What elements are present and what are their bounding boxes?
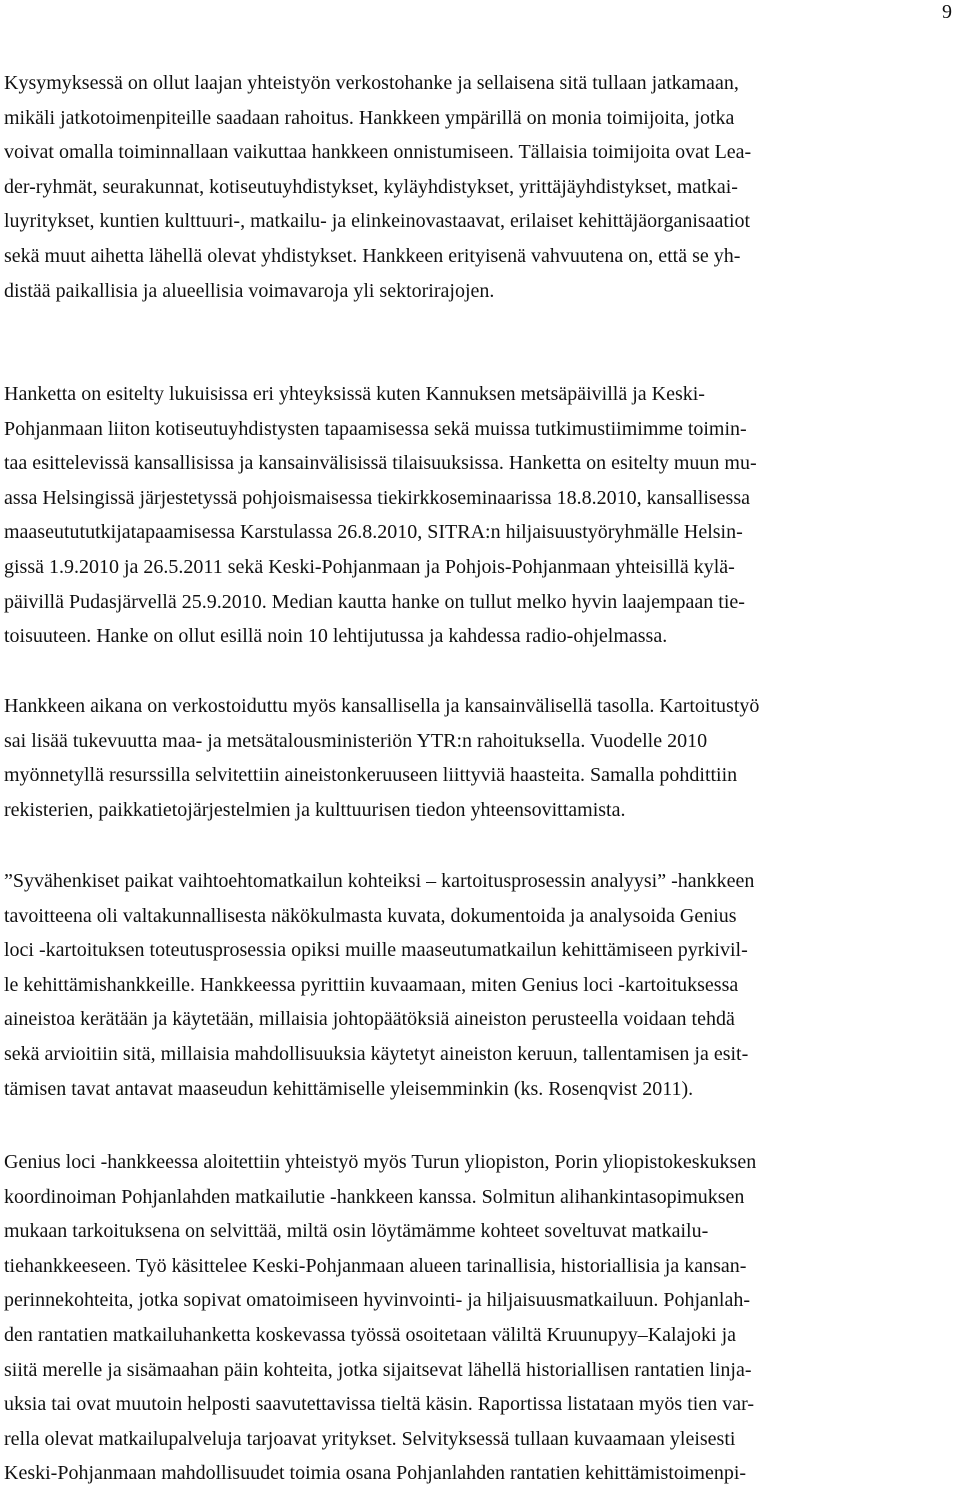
text-line: tiehankkeeseen. Työ käsittelee Keski-Pohjanmaan alueen tarinallisia, historiallisia ja kansan- [4,1254,747,1277]
text-line: distää paikallisia ja alueellisia voimavaroja yli sektorirajojen. [4,279,495,302]
text-line: luyritykset, kuntien kulttuuri-, matkailu- ja elinkeinovastaavat, erilaiset kehittäjäorganisaatiot [4,210,751,233]
text-line: maaseutututkijatapaamisessa Karstulassa 26.8.2010, SITRA:n hiljaisuustyöryhmälle Helsin- [4,521,743,544]
text-line: tavoitteena oli valtakunnallisesta näkökulmasta kuvata, dokumentoida ja analysoida Genius [4,904,737,927]
text-line: mikäli jatkotoimenpiteille saadaan rahoitus. Hankkeen ympärillä on monia toimijoita, jotka [4,106,735,129]
text-line: sekä arvioitiin sitä, millaisia mahdollisuuksia käytetyt aineiston keruun, tallentamisen ja esit- [4,1042,749,1065]
paragraph-3 [4,689,759,827]
text-line: Hankkeen aikana on verkostoiduttu myös kansallisella ja kansainvälisellä tasolla. Kartoitustyö [4,695,760,717]
text-line: rella olevat matkailupalveluja tarjoavat yritykset. Selvityksessä tullaan kuvaamaan yleisesti [4,1427,736,1450]
text-line: assa Helsingissä järjestetyssä pohjoismaisessa tiekirkkoseminaarissa 18.8.2010, kansallisessa [4,486,750,509]
text-line: myönnetyllä resurssilla selvitettiin aineistonkeruuseen liittyviä haasteita. Samalla pohdittiin [4,764,738,787]
text-line: voivat omalla toiminnallaan vaikuttaa hankkeen onnistumiseen. Tällaisia toimijoita ovat Lea- [4,141,752,164]
text-line: toisuuteen. Hanke on ollut esillä noin 10 lehtijutussa ja kahdessa radio-ohjelmassa. [4,625,668,648]
text-line: Genius loci -hankkeessa aloitettiin yhteistyö myös Turun yliopiston, Porin yliopistokeskuksen [4,1151,757,1173]
text-line: sai lisää tukevuutta maa- ja metsätalousministeriön YTR:n rahoituksella. Vuodelle 2010 [4,729,708,752]
text-line: le kehittämishankkeille. Hankkeessa pyrittiin kuvaamaan, miten Genius loci -kartoituksessa [4,973,739,996]
text-line: päivillä Pudasjärvellä 25.9.2010. Median kautta hanke on tullut melko hyvin laajempaan tie- [4,590,745,613]
text-line: taa esittelevissä kansallisissa ja kansainvälisissä tilaisuuksissa. Hanketta on esitelty muun mu- [4,452,757,475]
paragraph-2 [4,377,757,654]
text-line: ”Syvähenkiset paikat vaihtoehtomatkailun kohteiksi – kartoitusprosessin analyysi” -hankkeen [4,870,755,892]
text-line: der-ryhmät, seurakunnat, kotiseutuyhdistykset, kyläyhdistykset, yrittäjäyhdistykset, matkai- [4,175,738,198]
paragraph-1 [4,66,751,308]
text-line: loci -kartoituksen toteutusprosessia opiksi muille maaseutumatkailun kehittämiseen pyrkivil- [4,939,748,962]
text-line: sekä muut aihetta lähellä olevat yhdistykset. Hankkeen erityisenä vahvuutena on, että se yh- [4,244,741,267]
text-line: perinnekohteita, jotka sopivat omatoimiseen hyvinvointi- ja hiljaisuusmatkailuun. Pohjanlah- [4,1289,750,1312]
text-line: mukaan tarkoituksena on selvittää, miltä osin löytämämme kohteet soveltuvat matkailu- [4,1220,709,1243]
text-line: Kysymyksessä on ollut laajan yhteistyön verkostohanke ja sellaisena sitä tullaan jatkamaan, [4,72,739,94]
text-line: Hanketta on esitelty lukuisissa eri yhteyksissä kuten Kannuksen metsäpäivillä ja Keski- [4,383,705,405]
text-line: siitä merelle ja sisämaahan päin kohteita, jotka sijaitsevat lähellä historiallisen rantatien linja- [4,1358,752,1381]
text-line: den rantatien matkailuhanketta koskevassa työssä osoitetaan väliltä Kruunupyy–Kalajoki ja [4,1323,737,1346]
paragraph-5 [4,1145,756,1491]
text-line: uksia tai ovat muutoin helposti saavutettavissa tieltä käsin. Raportissa listataan myös tien var- [4,1393,754,1416]
text-line: Keski-Pohjanmaan mahdollisuudet toimia osana Pohjanlahden rantatien kehittämistoimenpi- [4,1462,747,1485]
text-line: rekisterien, paikkatietojärjestelmien ja kulttuurisen tiedon yhteensovittamista. [4,798,626,821]
text-line: Pohjanmaan liiton kotiseutuyhdistysten tapaamisessa sekä muissa tutkimustiimimme toimin- [4,417,747,440]
text-line: aineistoa kerätään ja käytetään, millaisia johtopäätöksiä aineiston perusteella voidaan tehdä [4,1008,735,1031]
text-line: gissä 1.9.2010 ja 26.5.2011 sekä Keski-Pohjanmaan ja Pohjois-Pohjanmaan yhteisillä kylä- [4,555,735,578]
page-number: 9 [942,1,952,23]
text-line: tämisen tavat antavat maaseudun kehittämiselle yleisemminkin (ks. Rosenqvist 2011). [4,1077,694,1100]
paragraph-4 [4,864,754,1106]
text-line: koordinoiman Pohjanlahden matkailutie -hankkeen kanssa. Solmitun alihankintasopimuksen [4,1185,745,1208]
